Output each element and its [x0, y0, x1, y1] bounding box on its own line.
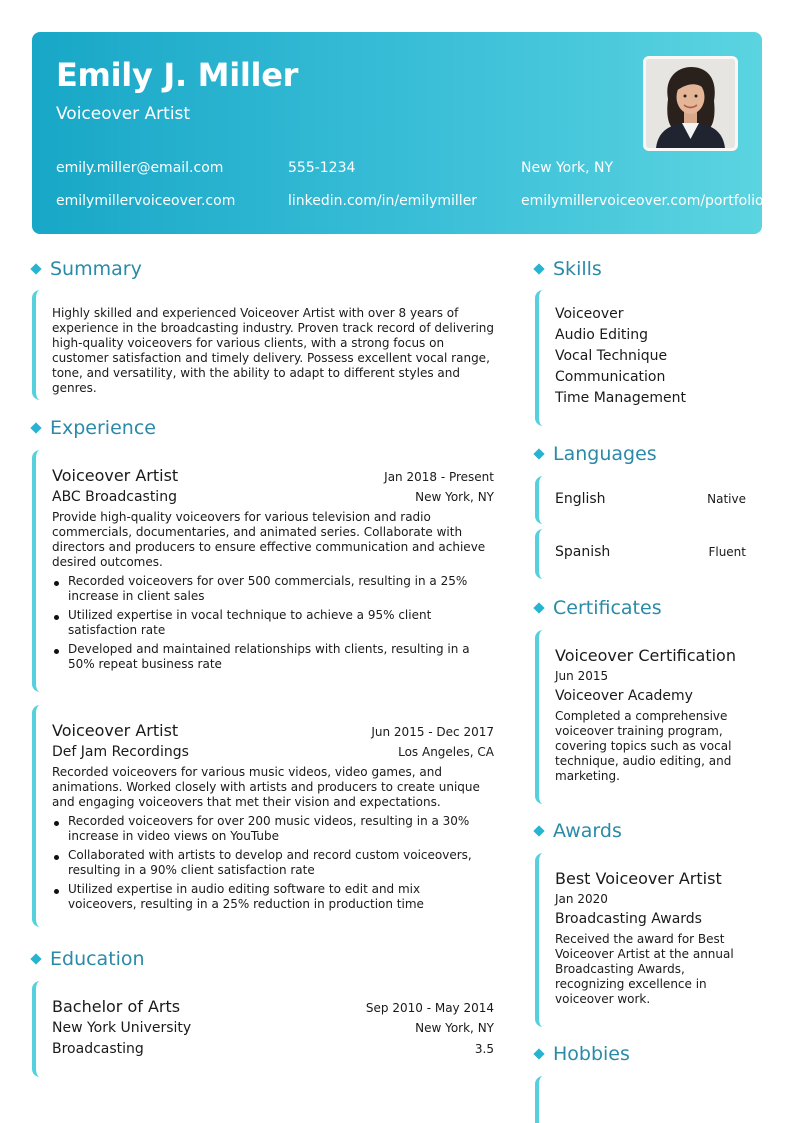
certificate-date: Jun 2015 — [555, 669, 609, 683]
section-title-awards — [533, 820, 622, 842]
list-item: Developed and maintained relationships with clients, resulting in a 50% repeat business rate — [52, 642, 492, 672]
job-1-title: Voiceover Artist — [52, 466, 179, 485]
award-name: Best Voiceover Artist — [555, 869, 722, 888]
education-degree: Bachelor of Arts — [52, 997, 181, 1016]
candidate-name: Emily J. Miller — [56, 56, 299, 94]
job-2-header — [52, 721, 494, 740]
job-1-company-row — [52, 489, 494, 505]
diamond-icon — [30, 422, 41, 433]
section-title-hobbies — [533, 1043, 630, 1065]
diamond-icon — [533, 448, 544, 459]
list-item: Utilized expertise in audio editing software to edit and mix voiceovers, resulting in a 25% reduction in production time — [52, 882, 492, 912]
education-school-row — [52, 1020, 494, 1036]
skill-item: Time Management — [555, 390, 686, 406]
languages-heading: Languages — [553, 443, 657, 465]
contact-phone[interactable]: 555-1234 — [288, 160, 356, 176]
language-name: English — [555, 491, 606, 507]
award-date: Jan 2020 — [555, 892, 608, 906]
job-2-title: Voiceover Artist — [52, 721, 179, 740]
skill-item: Audio Editing — [555, 327, 649, 343]
certificate-description: Completed a comprehensive voiceover training program, covering topics such as vocal technique, audio editing, and marketing. — [555, 709, 732, 783]
resume-header — [32, 32, 762, 234]
education-field-row — [52, 1041, 494, 1057]
job-1-company: ABC Broadcasting — [52, 489, 177, 505]
diamond-icon — [533, 263, 544, 274]
job-2-company: Def Jam Recordings — [52, 744, 189, 760]
language-row-2 — [555, 544, 746, 560]
education-heading: Education — [50, 948, 145, 970]
education-field: Broadcasting — [52, 1041, 144, 1057]
list-item: Collaborated with artists to develop and record custom voiceovers, resulting in a 90% client satisfaction rate — [52, 848, 492, 878]
job-2-description: Recorded voiceovers for various music videos, video games, and animations. Worked closely with artists and producers to create unique and engaging voiceovers that met their vision and expectations. — [52, 765, 480, 809]
hobbies-heading: Hobbies — [553, 1043, 630, 1065]
hobbies-block — [535, 1076, 762, 1123]
skill-item: Communication — [555, 369, 666, 385]
certificate-name: Voiceover Certification — [555, 646, 736, 665]
award-org: Broadcasting Awards — [555, 911, 702, 927]
contact-website[interactable]: emilymillervoiceover.com — [56, 193, 236, 209]
education-gpa: 3.5 — [474, 1042, 494, 1056]
job-1-dates: Jan 2018 - Present — [384, 470, 494, 484]
job-2-dates: Jun 2015 - Dec 2017 — [371, 725, 494, 739]
candidate-role: Voiceover Artist — [56, 104, 191, 124]
section-title-education — [30, 948, 145, 970]
profile-photo-illustration — [646, 59, 735, 148]
contact-location: New York, NY — [521, 160, 614, 176]
job-1-bullets — [52, 574, 492, 676]
section-title-certificates — [533, 597, 662, 619]
certificate-org: Voiceover Academy — [555, 688, 693, 704]
section-title-languages — [533, 443, 657, 465]
job-1-header — [52, 466, 494, 485]
education-dates: Sep 2010 - May 2014 — [365, 1001, 494, 1015]
diamond-icon — [533, 1048, 544, 1059]
contact-linkedin[interactable]: linkedin.com/in/emilymiller — [288, 193, 478, 209]
awards-heading: Awards — [553, 820, 622, 842]
section-title-skills — [533, 258, 602, 280]
diamond-icon — [30, 953, 41, 964]
language-level: Native — [707, 492, 746, 506]
certificates-heading: Certificates — [553, 597, 662, 619]
job-2-location: Los Angeles, CA — [398, 745, 494, 759]
job-2-bullets — [52, 814, 492, 916]
job-2-company-row — [52, 744, 494, 760]
list-item: Recorded voiceovers for over 500 commercials, resulting in a 25% increase in client sales — [52, 574, 492, 604]
summary-heading: Summary — [50, 258, 142, 280]
award-description: Received the award for Best Voiceover Artist at the annual Broadcasting Awards, recognizing excellence in voiceover work. — [555, 932, 734, 1006]
job-1-location: New York, NY — [415, 490, 494, 504]
skill-item: Voiceover — [555, 306, 624, 322]
education-degree-row — [52, 997, 494, 1016]
section-title-experience — [30, 417, 156, 439]
diamond-icon — [533, 602, 544, 613]
list-item: Utilized expertise in vocal technique to achieve a 95% client satisfaction rate — [52, 608, 492, 638]
profile-photo — [643, 56, 738, 151]
education-school: New York University — [52, 1020, 192, 1036]
contact-email[interactable]: emily.miller@email.com — [56, 160, 224, 176]
section-title-summary — [30, 258, 142, 280]
skill-item: Vocal Technique — [555, 348, 668, 364]
contact-portfolio[interactable]: emilymillervoiceover.com/portfolio — [521, 193, 764, 209]
experience-heading: Experience — [50, 417, 156, 439]
diamond-icon — [533, 825, 544, 836]
list-item: Recorded voiceovers for over 200 music videos, resulting in a 30% increase in video views on YouTube — [52, 814, 492, 844]
language-row-1 — [555, 491, 746, 507]
summary-text: Highly skilled and experienced Voiceover Artist with over 8 years of experience in the broadcasting industry. Proven track record of delivering high-quality voiceovers for various clients, with a strong focus on customer satisfaction and timely delivery. Possess excellent vocal range, tone, and versatility, with the ability to adapt to different styles and genres. — [52, 306, 495, 395]
language-level: Fluent — [708, 545, 746, 559]
diamond-icon — [30, 263, 41, 274]
education-location: New York, NY — [415, 1021, 494, 1035]
skills-heading: Skills — [553, 258, 602, 280]
job-1-description: Provide high-quality voiceovers for various television and radio commercials, documentaries, and animated series. Collaborate with directors and producers to ensure effective communication and achieve desired outcomes. — [52, 510, 486, 569]
language-name: Spanish — [555, 544, 611, 560]
